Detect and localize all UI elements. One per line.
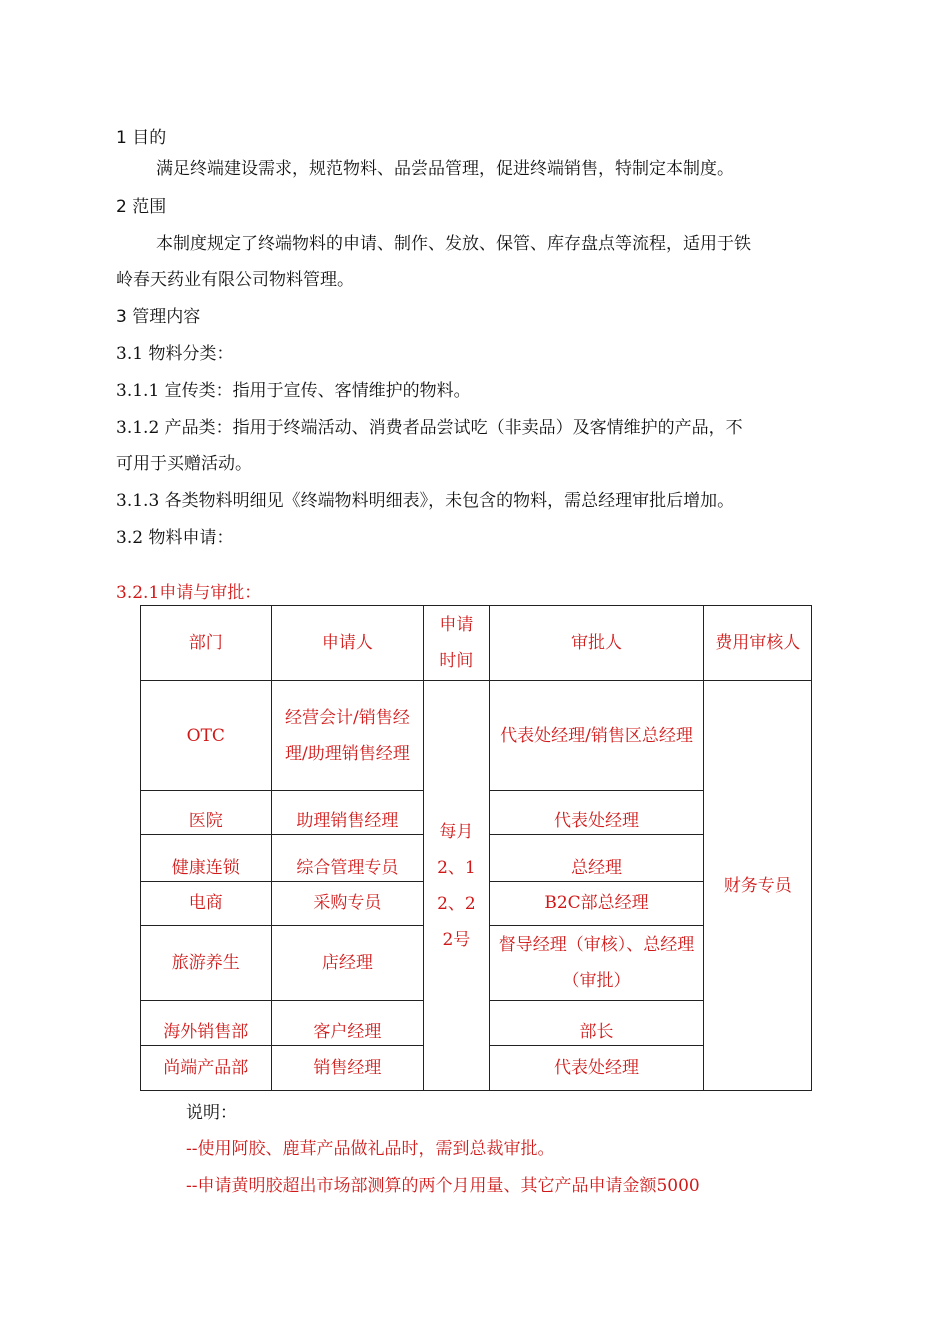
row-approver: 代表处经理 <box>489 791 704 835</box>
section-3-1-1: 3.1.1 宣传类：指用于宣传、客情维护的物料。 <box>116 381 471 401</box>
section-3-1-2-line1: 3.1.2 产品类：指用于终端活动、消费者品尝试吃（非卖品）及客情维护的产品，不 <box>116 418 743 438</box>
section-3-1-3: 3.1.3 各类物料明细见《终端物料明细表》，未包含的物料，需总经理审批后增加。 <box>116 491 735 511</box>
row-dept: 医院 <box>141 791 272 835</box>
row-approver: 代表处经理/销售区总经理 <box>489 681 704 791</box>
approval-table <box>140 605 812 1091</box>
row-dept: 海外销售部 <box>141 1000 272 1045</box>
row-approver: B2C部总经理 <box>489 881 704 925</box>
row-applicant: 店经理 <box>271 925 424 1000</box>
row-dept: 尚端产品部 <box>141 1045 272 1090</box>
note-1: --使用阿胶、鹿茸产品做礼品时，需到总裁审批。 <box>186 1139 555 1159</box>
section-3-1-2-line2: 可用于买赠活动。 <box>116 454 252 474</box>
section-1-body: 满足终端建设需求，规范物料、品尝品管理，促进终端销售，特制定本制度。 <box>156 159 734 179</box>
row-applicant: 综合管理专员 <box>271 835 424 881</box>
row-applicant: 客户经理 <box>271 1000 424 1045</box>
section-1-heading: 1 目的 <box>116 128 167 148</box>
section-3-2-1: 3.2.1申请与审批： <box>116 583 262 603</box>
table-row <box>141 681 812 791</box>
row-applicant: 助理销售经理 <box>271 791 424 835</box>
row-approver: 部长 <box>489 1000 704 1045</box>
row-approver: 代表处经理 <box>489 1045 704 1090</box>
section-2-body-line2: 岭春天药业有限公司物料管理。 <box>116 270 354 290</box>
section-3-1: 3.1 物料分类： <box>116 344 234 364</box>
section-2-body-line1: 本制度规定了终端物料的申请、制作、发放、保管、库存盘点等流程，适用于铁 <box>156 234 751 254</box>
finance-reviewer-cell: 财务专员 <box>704 681 812 1091</box>
row-dept: OTC <box>141 681 272 791</box>
row-applicant: 销售经理 <box>271 1045 424 1090</box>
row-dept: 电商 <box>141 881 272 925</box>
section-2-heading: 2 范围 <box>116 197 167 217</box>
notes-title: 说明： <box>186 1103 237 1123</box>
row-applicant: 采购专员 <box>271 881 424 925</box>
header-dept: 部门 <box>141 606 272 681</box>
row-applicant: 经营会计/销售经理/助理销售经理 <box>271 681 424 791</box>
header-apply-time: 申请时间 <box>424 606 489 681</box>
row-approver: 督导经理（审核）、总经理（审批） <box>489 925 704 1000</box>
row-approver: 总经理 <box>489 835 704 881</box>
apply-time-cell: 每月2、12、22号 <box>424 681 489 1091</box>
note-2: --申请黄明胶超出市场部测算的两个月用量、其它产品申请金额5000 <box>186 1176 700 1196</box>
row-dept: 旅游养生 <box>141 925 272 1000</box>
header-finance-reviewer: 费用审核人 <box>704 606 812 681</box>
table-header-row <box>141 606 812 681</box>
section-3-heading: 3 管理内容 <box>116 307 201 327</box>
section-3-2: 3.2 物料申请： <box>116 528 234 548</box>
row-dept: 健康连锁 <box>141 835 272 881</box>
header-approver: 审批人 <box>489 606 704 681</box>
header-applicant: 申请人 <box>271 606 424 681</box>
